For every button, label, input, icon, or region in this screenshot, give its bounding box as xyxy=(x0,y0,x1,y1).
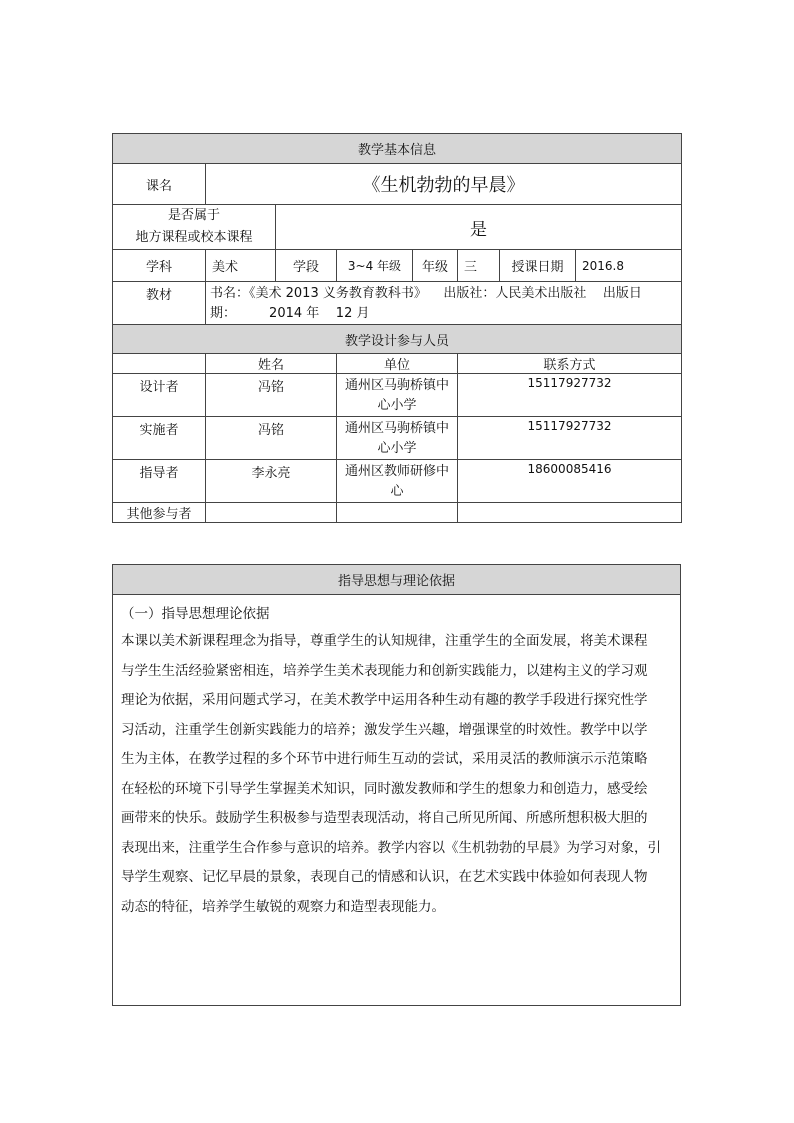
subheading: （一）指导思想理论依据 xyxy=(121,606,270,622)
col-header-contact: 联系方式 xyxy=(458,354,682,374)
other-participants-label: 其他参与者 xyxy=(113,503,206,523)
contact-cell: 18600085416 xyxy=(458,460,682,503)
col-header-name: 姓名 xyxy=(206,354,337,374)
local-course-label xyxy=(113,205,276,250)
guiding-thought-body xyxy=(113,595,681,1006)
paragraph-line: 本课以美术新课程理念为指导，尊重学生的认知规律，注重学生的全面发展，将美术课程 xyxy=(121,633,648,649)
course-name: 《生机勃勃的早晨》 xyxy=(206,164,682,205)
paragraph-line: 理论为依据，采用问题式学习，在美术教学中运用各种生动有趣的教学手段进行探究性学 xyxy=(121,692,648,708)
local-course-value: 是 xyxy=(276,205,682,250)
subject-value: 美术 xyxy=(206,250,276,282)
role-cell: 设计者 xyxy=(113,374,206,417)
unit-line1: 通州区教师研修中 xyxy=(344,464,449,479)
table-row xyxy=(113,460,682,503)
section-header-guiding-thought: 指导思想与理论依据 xyxy=(113,565,681,595)
unit-line1: 通州区马驹桥镇中 xyxy=(344,421,449,436)
paragraph xyxy=(121,627,672,922)
empty-cell xyxy=(206,503,337,523)
grade-label: 年级 xyxy=(413,250,458,282)
col-header-unit: 单位 xyxy=(337,354,458,374)
textbook-value xyxy=(206,282,682,325)
unit-line1: 通州区马驹桥镇中 xyxy=(344,378,449,393)
table-row xyxy=(113,503,682,523)
paragraph-line: 生为主体，在教学过程的多个环节中进行师生互动的尝试，采用灵活的教师演示示范策略 xyxy=(121,751,648,767)
unit-cell xyxy=(337,374,458,417)
contact-cell: 15117927732 xyxy=(458,417,682,460)
contact-cell: 15117927732 xyxy=(458,374,682,417)
date-value: 2016.8 xyxy=(576,250,682,282)
paragraph-line: 与学生生活经验紧密相连，培养学生美术表现能力和创新实践能力，以建构主义的学习观 xyxy=(121,662,648,679)
section-header-participants: 教学设计参与人员 xyxy=(113,325,682,354)
section-header-basic-info: 教学基本信息 xyxy=(113,134,682,164)
role-cell: 指导者 xyxy=(113,460,206,503)
local-course-label-line1: 是否属于 xyxy=(167,208,220,223)
textbook-line2: 期： 2014 年 12 月 xyxy=(210,306,370,321)
paragraph-line: 在轻松的环境下引导学生掌握美术知识，同时激发教师和学生的想象力和创造力，感受绘 xyxy=(121,780,648,797)
paragraph-line: 习活动，注重学生创新实践能力的培养；激发学生兴趣，增强课堂的时效性。教学中以学 xyxy=(121,721,648,738)
unit-line2: 心小学 xyxy=(377,441,417,456)
role-cell: 实施者 xyxy=(113,417,206,460)
date-label: 授课日期 xyxy=(500,250,576,282)
unit-line2: 心 xyxy=(390,484,404,499)
textbook-line1: 书名：《美术 2013 义务教育教科书》 出版社：人民美术出版社 出版日 xyxy=(210,286,642,301)
stage-label: 学段 xyxy=(276,250,337,282)
unit-cell xyxy=(337,417,458,460)
name-cell: 冯铭 xyxy=(206,417,337,460)
paragraph-line: 画带来的快乐。鼓励学生积极参与造型表现活动，将自己所见所闻、所感所想积极大胆的 xyxy=(121,810,648,826)
unit-line2: 心小学 xyxy=(377,398,417,413)
local-course-label-line2: 地方课程或校本课程 xyxy=(135,230,253,245)
textbook-label: 教材 xyxy=(113,282,206,325)
unit-cell xyxy=(337,460,458,503)
guiding-thought-table xyxy=(112,564,681,1006)
grade-value: 三 xyxy=(458,250,500,282)
subject-label: 学科 xyxy=(113,250,206,282)
table-row xyxy=(113,417,682,460)
table-row xyxy=(113,374,682,417)
basic-info-table xyxy=(112,133,682,523)
empty-cell xyxy=(337,503,458,523)
empty-cell xyxy=(458,503,682,523)
paragraph-line: 导学生观察、记忆早晨的景象，表现自己的情感和认识，在艺术实践中体验如何表现人物 xyxy=(121,869,648,885)
paragraph-line: 动态的特征，培养学生敏锐的观察力和造型表现能力。 xyxy=(121,898,445,915)
stage-value: 3~4 年级 xyxy=(337,250,413,282)
course-label: 课名 xyxy=(113,164,206,205)
name-cell: 李永亮 xyxy=(206,460,337,503)
name-cell: 冯铭 xyxy=(206,374,337,417)
paragraph-line: 表现出来，注重学生合作参与意识的培养。教学内容以《生机勃勃的早晨》为学习对象，引 xyxy=(121,839,661,856)
header-empty-cell xyxy=(113,354,206,374)
